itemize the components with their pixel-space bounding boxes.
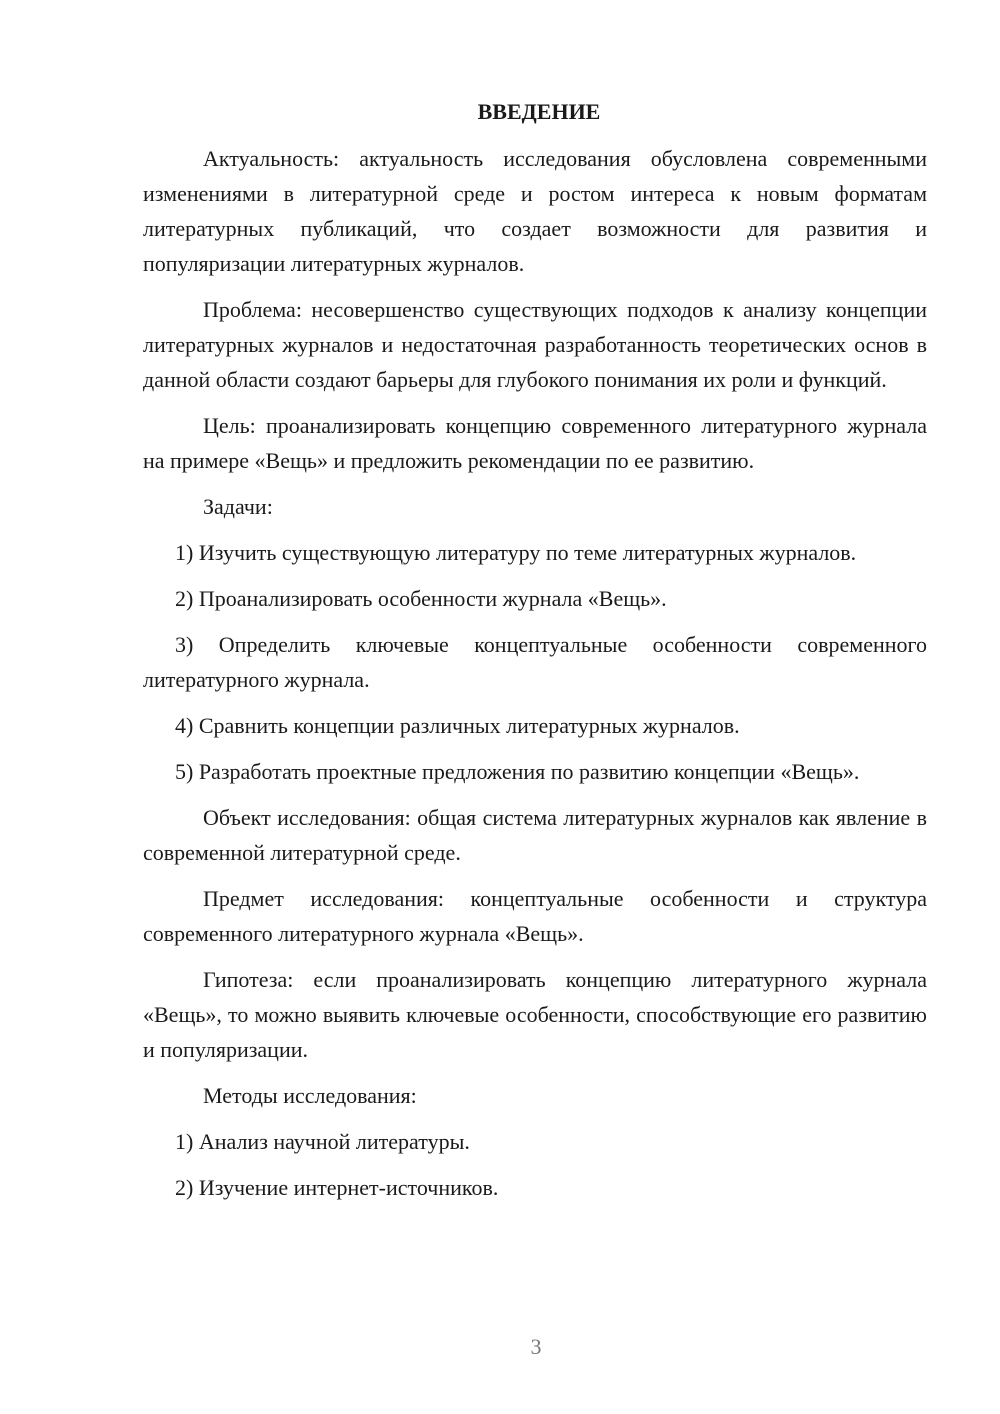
page-number: 3 <box>530 1334 542 1359</box>
task-item: 4) Сравнить концепции различных литературных журналов. <box>175 713 740 738</box>
document-body <box>143 94 927 1216</box>
section-heading: ВВЕДЕНИЕ <box>477 99 601 124</box>
method-item: 2) Изучение интернет-источников. <box>175 1175 499 1200</box>
task-item: 5) Разработать проектные предложения по развитию концепции «Вещь». <box>175 759 860 784</box>
task-item: 2) Проанализировать особенности журнала «Вещь». <box>175 586 667 611</box>
object-paragraph: Объект исследования: общая система литературных журналов как явление в современной литературной среде. <box>143 805 927 865</box>
relevance-paragraph: Актуальность: актуальность исследования обусловлена современными изменениями в литературной среде и ростом интереса к новым форматам литературных публикаций, что создает возможности для развития и популяризации литературных журналов. <box>143 146 927 276</box>
hypothesis-paragraph: Гипотеза: если проанализировать концепцию литературного журнала «Вещь», то можно выявить ключевые особенности, способствующие его развитию и популяризации. <box>143 967 927 1062</box>
problem-paragraph: Проблема: несовершенство существующих подходов к анализу концепции литературных журналов и недостаточная разработанность теоретических основ в данной области создают барьеры для глубокого понимания их роли и функций. <box>143 297 927 392</box>
tasks-label: Задачи: <box>203 494 273 519</box>
task-item: 1) Изучить существующую литературу по теме литературных журналов. <box>175 540 857 565</box>
task-item: 3) Определить ключевые концептуальные особенности современного литературного журнала. <box>143 632 927 692</box>
method-item: 1) Анализ научной литературы. <box>175 1129 470 1154</box>
subject-paragraph: Предмет исследования: концептуальные особенности и структура современного литературного журнала «Вещь». <box>143 886 927 946</box>
methods-label: Методы исследования: <box>203 1083 417 1108</box>
goal-paragraph: Цель: проанализировать концепцию современного литературного журнала на примере «Вещь» и предложить рекомендации по ее развитию. <box>143 413 927 473</box>
